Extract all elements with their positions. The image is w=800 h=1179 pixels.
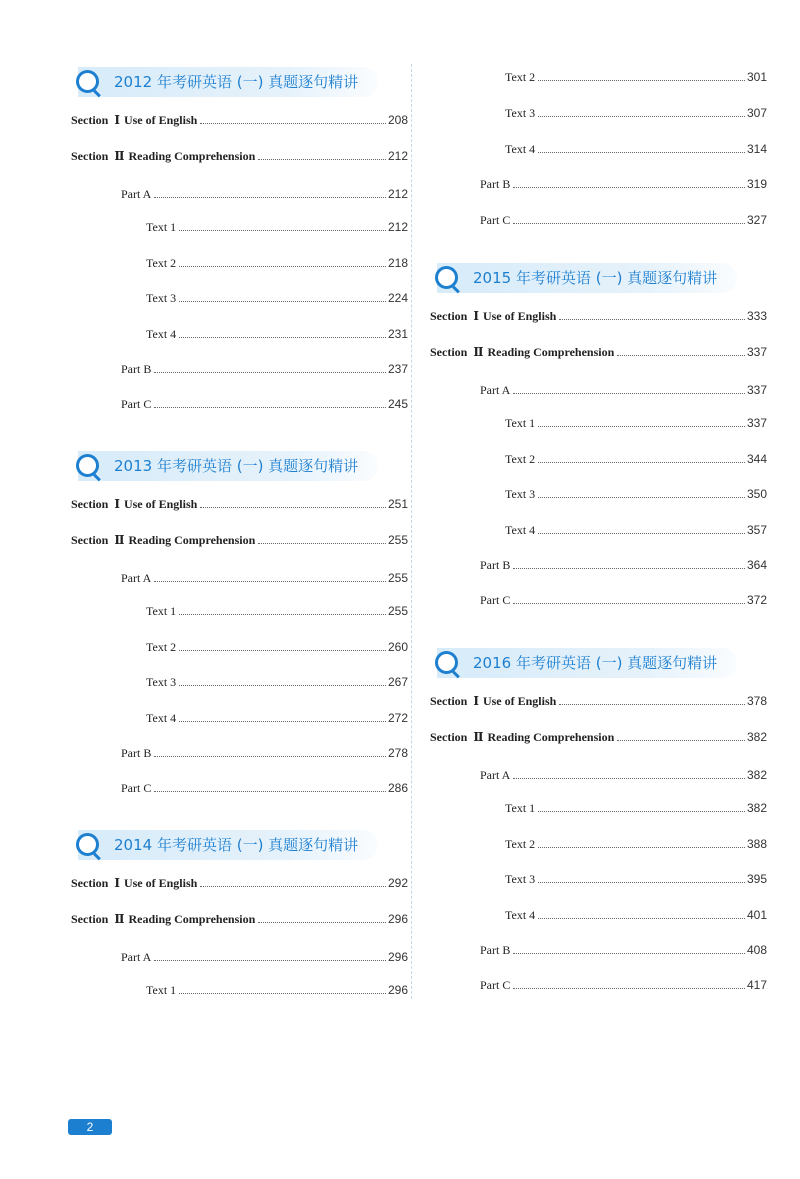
toc-page-number: 378 <box>746 694 767 708</box>
dot-leader <box>617 355 745 356</box>
toc-entry-label: Part A <box>121 950 152 964</box>
toc-entry-label: Text 4 <box>505 142 536 156</box>
toc-entry-text[interactable] <box>505 141 767 157</box>
toc-entry-label: Part C <box>480 213 511 227</box>
year-section-banner <box>78 830 378 860</box>
dot-leader <box>154 960 386 961</box>
toc-page-number: 388 <box>746 836 767 851</box>
toc-entry-text[interactable] <box>146 326 408 342</box>
toc-entry-text[interactable] <box>505 871 767 887</box>
toc-page-number: 286 <box>387 781 408 795</box>
toc-page-number: 272 <box>387 710 408 725</box>
dot-leader <box>154 581 386 582</box>
toc-page-number: 314 <box>746 142 767 156</box>
toc-entry-text[interactable] <box>505 69 767 85</box>
toc-entry-label: Text 4 <box>505 907 536 922</box>
section-word: Section <box>71 113 109 127</box>
toc-page-number: 301 <box>746 70 767 84</box>
toc-entry-label: Part C <box>480 593 511 607</box>
section-roman-numeral: Ⅰ <box>114 497 120 511</box>
toc-entry-text[interactable] <box>146 255 408 271</box>
toc-page-number: 344 <box>746 451 767 466</box>
toc-entry-text[interactable] <box>505 486 767 502</box>
dot-leader <box>559 704 745 705</box>
toc-page-number: 319 <box>746 177 767 191</box>
dot-leader <box>154 197 386 198</box>
toc-entry-label: Text 2 <box>505 451 536 466</box>
dot-leader <box>513 223 745 224</box>
dot-leader <box>559 319 745 320</box>
dot-leader <box>179 650 386 651</box>
dot-leader <box>538 497 745 498</box>
toc-entry-section[interactable] <box>71 112 408 128</box>
banner-title: 2014 年考研英语 (一) 真题逐句精讲 <box>114 836 359 854</box>
magnifier-q-icon <box>76 454 99 477</box>
toc-entry-part[interactable] <box>480 212 767 228</box>
toc-entry-label: Text 2 <box>505 836 536 851</box>
dot-leader <box>154 407 386 408</box>
toc-entry-label: Text 3 <box>505 487 536 501</box>
toc-entry-text[interactable] <box>146 290 408 306</box>
toc-entry-text[interactable] <box>505 415 767 431</box>
toc-entry-label: Text 1 <box>505 801 536 815</box>
column-divider <box>411 64 412 999</box>
magnifier-q-icon <box>76 833 99 856</box>
toc-entry-text[interactable] <box>146 639 408 655</box>
magnifier-q-icon <box>435 651 458 674</box>
toc-page-number: 296 <box>387 912 408 926</box>
section-word: Section <box>430 694 468 708</box>
toc-page-number: 255 <box>387 533 408 547</box>
dot-leader <box>258 922 386 923</box>
toc-page-number: 372 <box>746 593 767 607</box>
toc-page-number: 382 <box>746 801 767 815</box>
toc-entry-label: Text 1 <box>146 604 177 618</box>
page-number-badge: 2 <box>68 1119 112 1135</box>
dot-leader <box>179 721 386 722</box>
toc-entry-section[interactable] <box>71 148 408 164</box>
section-title: Reading Comprehension <box>128 149 256 163</box>
toc-page-number: 382 <box>746 768 767 782</box>
toc-entry-section[interactable] <box>430 729 767 745</box>
toc-entry-part[interactable] <box>480 557 767 573</box>
toc-entry-section[interactable] <box>71 875 408 891</box>
section-roman-numeral: Ⅱ <box>473 730 484 744</box>
toc-entry-section[interactable] <box>71 532 408 548</box>
dot-leader <box>179 266 386 267</box>
dot-leader <box>179 301 386 302</box>
dot-leader <box>154 756 386 757</box>
toc-page-number: 364 <box>746 557 767 572</box>
section-roman-numeral: Ⅰ <box>114 876 120 890</box>
section-title: Use of English <box>482 694 557 708</box>
toc-page-number: 212 <box>387 149 408 163</box>
toc-page-number: 296 <box>387 983 408 997</box>
dot-leader <box>179 337 386 338</box>
section-title: Reading Comprehension <box>128 533 256 547</box>
dot-leader <box>617 740 745 741</box>
toc-page-number: 231 <box>387 326 408 341</box>
toc-entry-label: Part B <box>480 942 511 957</box>
toc-entry-section[interactable] <box>430 693 767 709</box>
toc-entry-label: Text 2 <box>505 70 536 84</box>
toc-entry-text[interactable] <box>146 219 408 235</box>
dot-leader <box>200 123 386 124</box>
toc-page-number: 337 <box>746 345 767 359</box>
dot-leader <box>538 80 745 81</box>
banner-title: 2015 年考研英语 (一) 真题逐句精讲 <box>473 269 718 287</box>
toc-page-number: 357 <box>746 522 767 537</box>
toc-entry-label <box>71 875 197 891</box>
banner-title: 2012 年考研英语 (一) 真题逐句精讲 <box>114 73 359 91</box>
toc-entry-label: Text 1 <box>505 416 536 430</box>
toc-entry-section[interactable] <box>71 496 408 512</box>
section-roman-numeral: Ⅱ <box>114 533 125 547</box>
toc-entry-label: Text 4 <box>505 522 536 537</box>
toc-page-number: 382 <box>746 730 767 744</box>
toc-entry-label: Part A <box>121 187 152 201</box>
dot-leader <box>258 159 386 160</box>
toc-page-number: 350 <box>746 487 767 501</box>
toc-page-number: 417 <box>746 978 767 992</box>
section-word: Section <box>430 309 468 323</box>
toc-entry-label: Text 3 <box>505 872 536 886</box>
toc-entry-part[interactable] <box>121 949 408 965</box>
dot-leader <box>154 791 386 792</box>
section-title: Reading Comprehension <box>128 912 256 926</box>
dot-leader <box>258 543 386 544</box>
section-roman-numeral: Ⅰ <box>473 694 479 708</box>
toc-entry-label: Part B <box>121 745 152 760</box>
toc-entry-label <box>71 496 197 512</box>
dot-leader <box>513 603 745 604</box>
toc-entry-label <box>430 729 614 745</box>
section-word: Section <box>71 149 109 163</box>
toc-entry-label: Text 2 <box>146 639 177 654</box>
toc-entry-text[interactable] <box>505 907 767 923</box>
toc-entry-label <box>71 112 197 128</box>
section-title: Use of English <box>123 876 198 890</box>
toc-page-number: 260 <box>387 639 408 654</box>
toc-entry-label: Text 3 <box>146 291 177 305</box>
toc-page-number: 307 <box>746 106 767 120</box>
toc-entry-part[interactable] <box>121 570 408 586</box>
toc-page-number: 408 <box>746 942 767 957</box>
toc-entry-section[interactable] <box>430 344 767 360</box>
toc-entry-label <box>71 532 255 548</box>
toc-entry-part[interactable] <box>121 396 408 412</box>
toc-entry-text[interactable] <box>505 800 767 816</box>
toc-page-number: 395 <box>746 872 767 886</box>
section-title: Use of English <box>482 309 557 323</box>
toc-entry-label <box>71 911 255 927</box>
toc-page-number: 327 <box>746 213 767 227</box>
toc-page-number: 218 <box>387 255 408 270</box>
toc-entry-part[interactable] <box>121 186 408 202</box>
toc-entry-label: Text 1 <box>146 220 177 234</box>
section-title: Reading Comprehension <box>487 730 615 744</box>
dot-leader <box>538 116 745 117</box>
section-roman-numeral: Ⅰ <box>114 113 120 127</box>
toc-entry-label: Part C <box>480 978 511 992</box>
dot-leader <box>513 393 745 394</box>
toc-entry-label: Part B <box>480 557 511 572</box>
section-roman-numeral: Ⅱ <box>114 149 125 163</box>
toc-entry-label: Text 1 <box>146 983 177 997</box>
year-section-banner <box>437 263 737 293</box>
toc-entry-part[interactable] <box>480 176 767 192</box>
banner-title: 2016 年考研英语 (一) 真题逐句精讲 <box>473 654 718 672</box>
toc-entry-part[interactable] <box>121 780 408 796</box>
toc-page-number: 292 <box>387 876 408 890</box>
dot-leader <box>200 507 386 508</box>
toc-entry-label: Text 4 <box>146 710 177 725</box>
toc-entry-text[interactable] <box>505 522 767 538</box>
year-section-banner <box>78 67 378 97</box>
dot-leader <box>538 882 745 883</box>
dot-leader <box>513 778 745 779</box>
section-word: Section <box>71 876 109 890</box>
dot-leader <box>154 372 386 373</box>
toc-page-number: 255 <box>387 604 408 618</box>
toc-entry-label: Part A <box>480 383 511 397</box>
toc-entry-part[interactable] <box>121 745 408 761</box>
toc-entry-text[interactable] <box>505 451 767 467</box>
dot-leader <box>538 152 745 153</box>
toc-entry-text[interactable] <box>146 982 408 998</box>
dot-leader <box>538 811 745 812</box>
toc-entry-label <box>71 148 255 164</box>
section-word: Section <box>71 497 109 511</box>
toc-entry-label: Part C <box>121 397 152 411</box>
toc-page-number: 224 <box>387 291 408 305</box>
toc-page-number: 296 <box>387 950 408 964</box>
section-title: Use of English <box>123 497 198 511</box>
toc-entry-label: Part A <box>480 768 511 782</box>
toc-entry-label <box>430 308 556 324</box>
dot-leader <box>513 568 745 569</box>
toc-page-number: 333 <box>746 309 767 323</box>
section-title: Use of English <box>123 113 198 127</box>
toc-entry-label: Text 2 <box>146 255 177 270</box>
toc-page-number: 212 <box>387 220 408 234</box>
magnifier-q-icon <box>76 70 99 93</box>
toc-entry-part[interactable] <box>480 942 767 958</box>
toc-entry-label <box>430 693 556 709</box>
dot-leader <box>179 614 386 615</box>
toc-page-number: 212 <box>387 187 408 201</box>
section-word: Section <box>71 912 109 926</box>
section-roman-numeral: Ⅰ <box>473 309 479 323</box>
section-word: Section <box>71 533 109 547</box>
toc-page-number: 401 <box>746 907 767 922</box>
toc-page-number: 245 <box>387 397 408 411</box>
toc-page-number: 208 <box>387 113 408 127</box>
dot-leader <box>538 462 745 463</box>
toc-entry-label: Text 4 <box>146 326 177 341</box>
toc-page-number: 267 <box>387 675 408 689</box>
section-title: Reading Comprehension <box>487 345 615 359</box>
toc-entry-label <box>430 344 614 360</box>
section-word: Section <box>430 730 468 744</box>
toc-entry-part[interactable] <box>121 361 408 377</box>
toc-page-number: 255 <box>387 571 408 585</box>
toc-page-number: 337 <box>746 416 767 430</box>
toc-entry-label: Part B <box>480 177 511 191</box>
toc-entry-text[interactable] <box>146 603 408 619</box>
toc-page-number: 251 <box>387 497 408 511</box>
dot-leader <box>538 847 745 848</box>
toc-entry-label: Text 3 <box>505 106 536 120</box>
year-section-banner <box>437 648 737 678</box>
toc-page-number: 237 <box>387 361 408 376</box>
toc-page-number: 337 <box>746 383 767 397</box>
toc-entry-section[interactable] <box>71 911 408 927</box>
toc-entry-part[interactable] <box>480 977 767 993</box>
dot-leader <box>538 918 745 919</box>
toc-entry-text[interactable] <box>146 674 408 690</box>
dot-leader <box>513 988 745 989</box>
toc-entry-label: Part C <box>121 781 152 795</box>
year-section-banner <box>78 451 378 481</box>
toc-entry-text[interactable] <box>505 105 767 121</box>
toc-entry-label: Text 3 <box>146 675 177 689</box>
toc-entry-part[interactable] <box>480 767 767 783</box>
dot-leader <box>538 533 745 534</box>
dot-leader <box>200 886 386 887</box>
dot-leader <box>513 187 745 188</box>
dot-leader <box>179 230 386 231</box>
toc-entry-label: Part A <box>121 571 152 585</box>
magnifier-q-icon <box>435 266 458 289</box>
toc-entry-text[interactable] <box>146 710 408 726</box>
section-roman-numeral: Ⅱ <box>473 345 484 359</box>
section-word: Section <box>430 345 468 359</box>
dot-leader <box>179 685 386 686</box>
dot-leader <box>513 953 745 954</box>
toc-page-number: 278 <box>387 745 408 760</box>
toc-entry-part[interactable] <box>480 382 767 398</box>
banner-title: 2013 年考研英语 (一) 真题逐句精讲 <box>114 457 359 475</box>
dot-leader <box>179 993 386 994</box>
section-roman-numeral: Ⅱ <box>114 912 125 926</box>
toc-entry-section[interactable] <box>430 308 767 324</box>
toc-entry-text[interactable] <box>505 836 767 852</box>
toc-entry-label: Part B <box>121 361 152 376</box>
dot-leader <box>538 426 745 427</box>
toc-entry-part[interactable] <box>480 592 767 608</box>
